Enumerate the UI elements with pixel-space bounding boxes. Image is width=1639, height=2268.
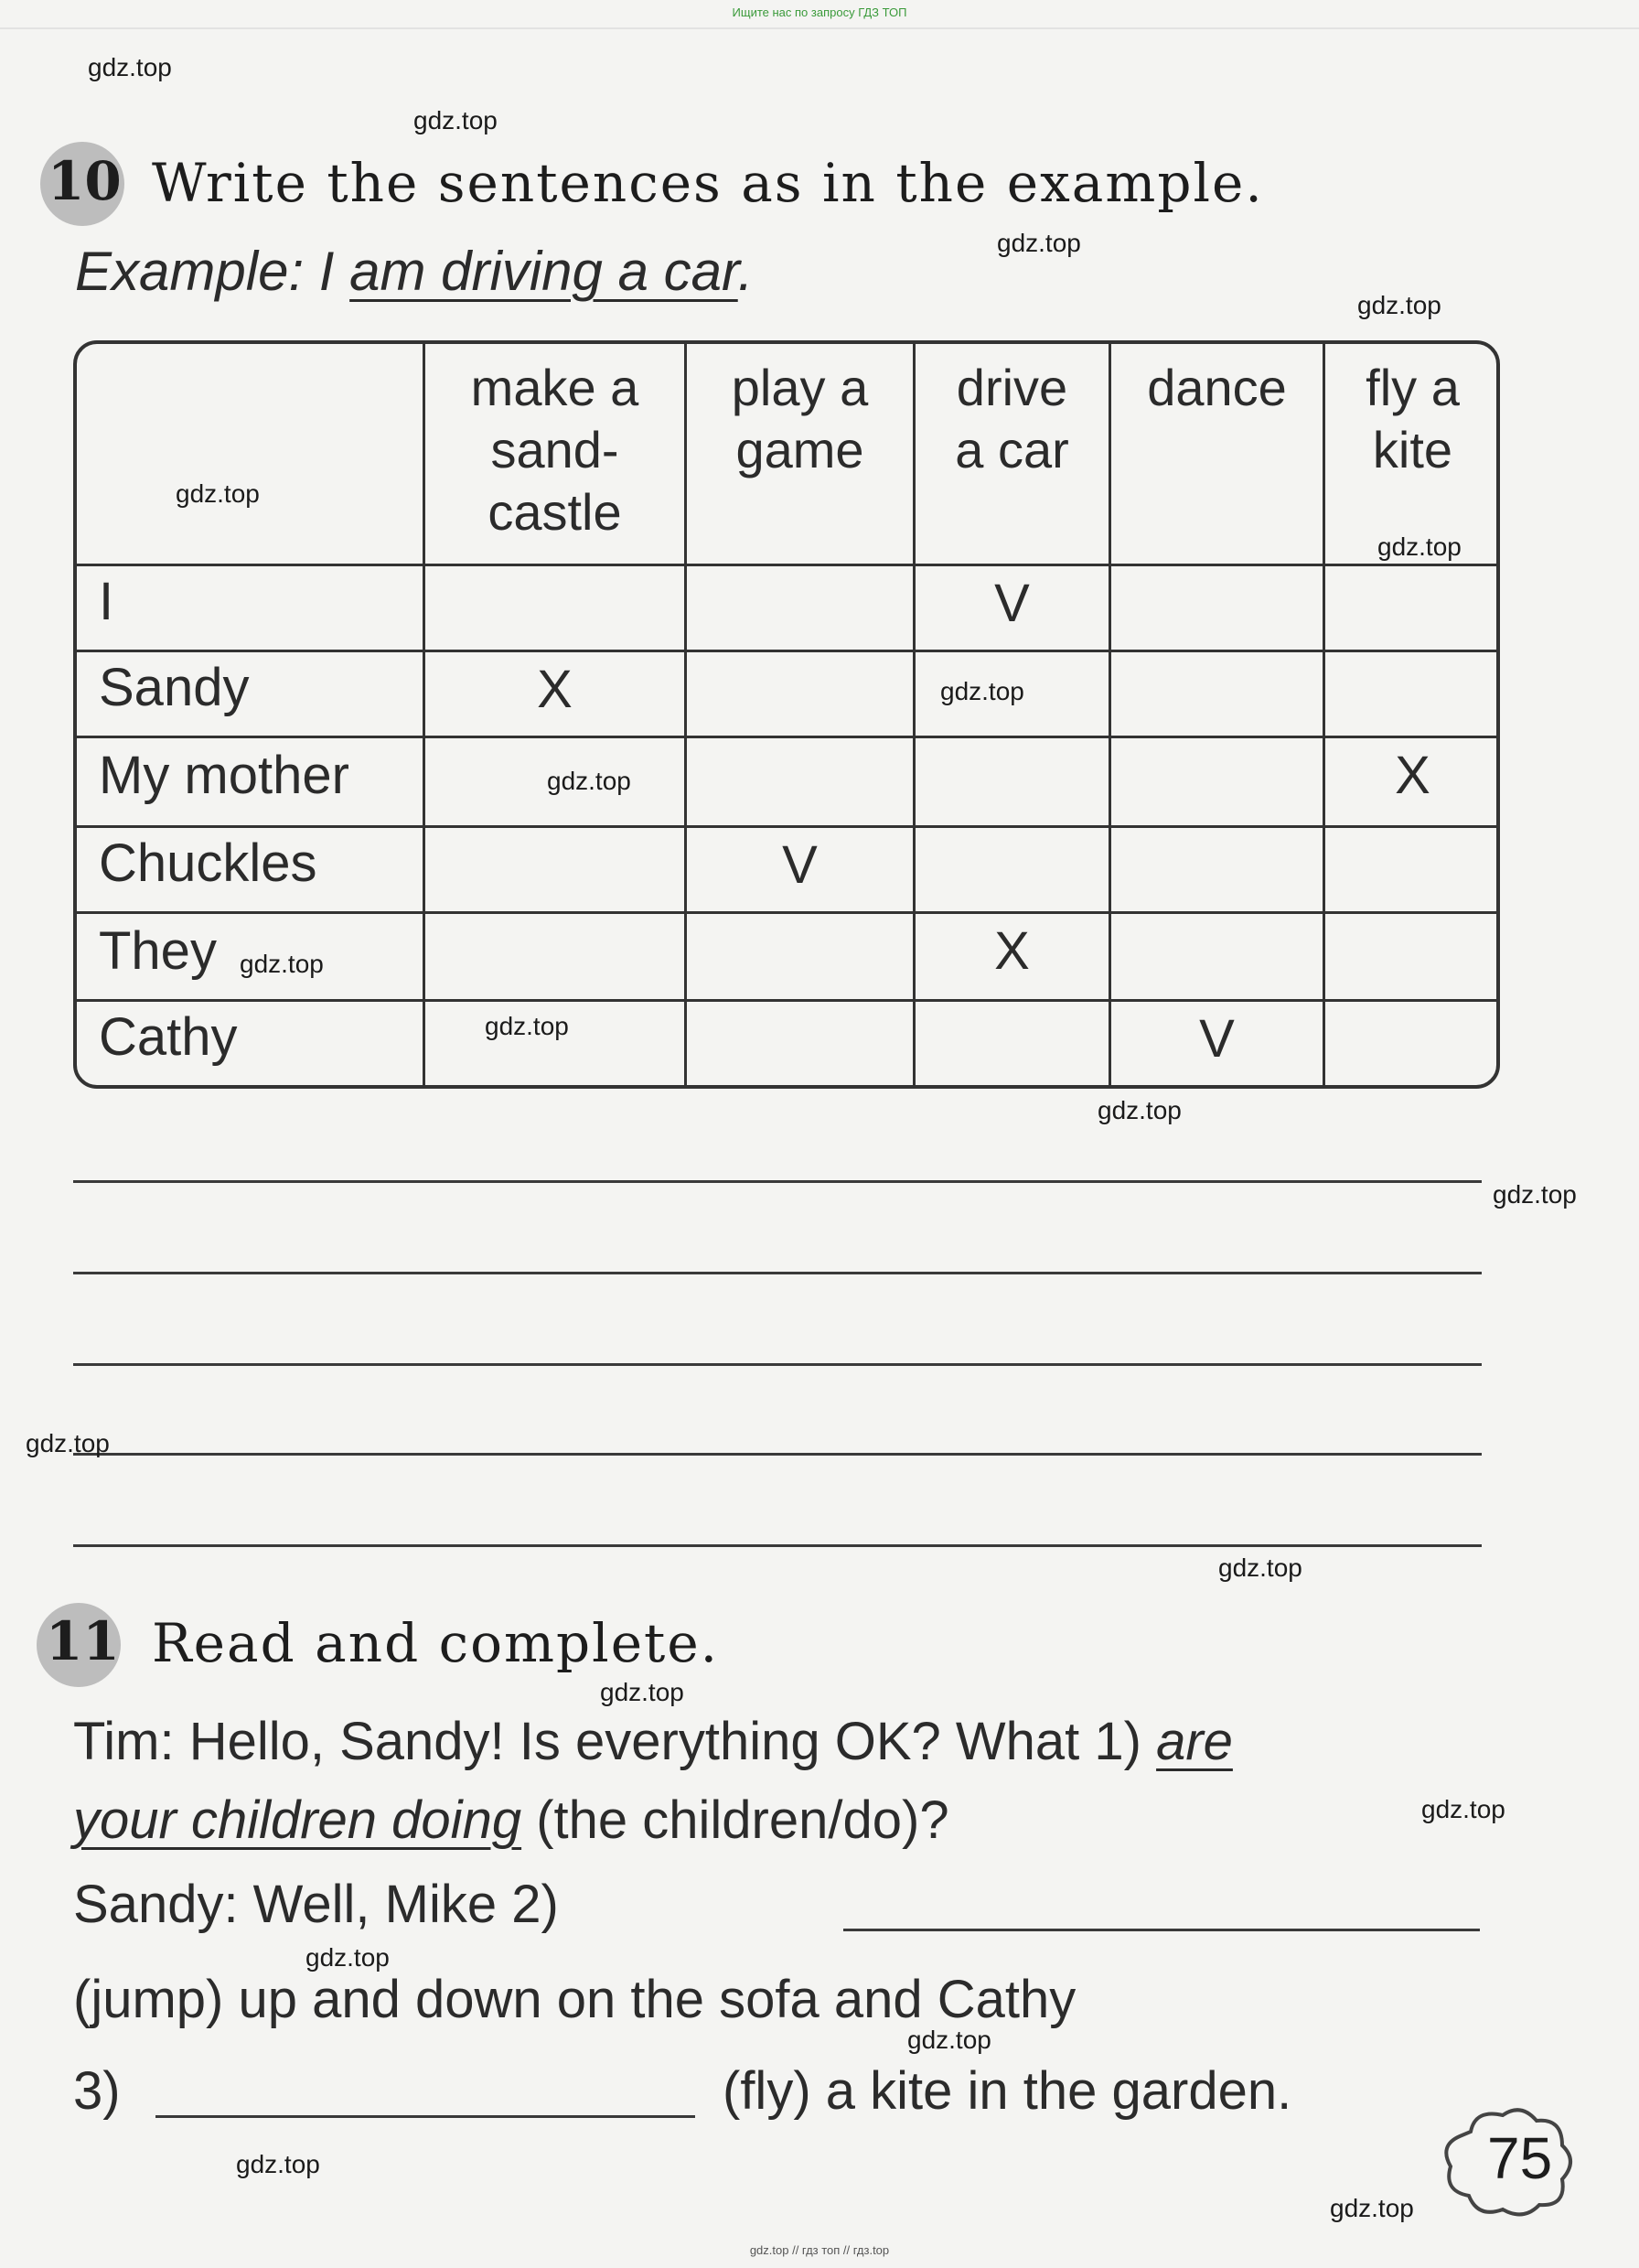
watermark: gdz.top: [940, 677, 1024, 705]
row-header-sandy: Sandy: [99, 658, 250, 717]
writing-line[interactable]: [73, 1180, 1482, 1183]
column-header-kite: fly a kite: [1366, 359, 1460, 478]
example-prefix: Example: I: [75, 241, 350, 302]
answer-1a: are: [1156, 1712, 1233, 1771]
watermark: gdz.top: [1218, 1553, 1302, 1582]
watermark: gdz.top: [413, 106, 498, 134]
column-header-sandcastle: make a sand- castle: [470, 359, 639, 541]
watermark: gdz.top: [240, 950, 324, 978]
mark-they-drive: X: [994, 921, 1030, 981]
dialogue-line-1: Tim: Hello, Sandy! Is everything OK? What 1) are: [73, 1712, 1233, 1771]
table-row-divider: [77, 650, 1496, 652]
writing-line[interactable]: [73, 1272, 1482, 1274]
table-row-divider: [77, 825, 1496, 828]
watermark: gdz.top: [907, 2026, 991, 2054]
table-row-divider: [77, 564, 1496, 566]
dialogue-line-4: (jump) up and down on the sofa and Cathy: [73, 1970, 1077, 2029]
mark-mother-kite: X: [1395, 746, 1430, 805]
watermark: gdz.top: [1493, 1180, 1577, 1209]
table-col-divider: [1109, 344, 1111, 1085]
watermark: gdz.top: [1377, 532, 1462, 561]
top-search-hint[interactable]: Ищите нас по запросу ГДЗ ТОП: [732, 5, 907, 19]
table-row-divider: [77, 999, 1496, 1002]
top-divider: [0, 27, 1639, 29]
writing-line[interactable]: [73, 1453, 1482, 1456]
table-row-divider: [77, 736, 1496, 738]
watermark: gdz.top: [305, 1943, 390, 1972]
dialogue-line-3: Sandy: Well, Mike 2): [73, 1875, 559, 1934]
answer-blank-2[interactable]: [843, 1892, 1480, 1931]
row-header-chuckles: Chuckles: [99, 833, 317, 893]
watermark: gdz.top: [600, 1678, 684, 1706]
example-answer: am driving a car: [349, 241, 738, 302]
answer-1b: your children doing: [73, 1790, 522, 1850]
row-header-my-mother: My mother: [99, 746, 349, 805]
row-header-they: They: [99, 921, 217, 981]
column-header-game: play a game: [731, 359, 869, 478]
watermark: gdz.top: [1421, 1795, 1505, 1823]
dialogue-line-5: 3): [73, 2061, 121, 2121]
dialogue-line-2: your children doing (the children/do)?: [73, 1790, 949, 1850]
watermark: gdz.top: [997, 229, 1081, 257]
watermark: gdz.top: [1098, 1096, 1182, 1124]
watermark: gdz.top: [485, 1012, 569, 1040]
example-suffix: .: [737, 241, 754, 302]
answer-blank-3[interactable]: [155, 2079, 695, 2118]
watermark: gdz.top: [88, 53, 172, 81]
example-sentence: [75, 240, 753, 303]
page-number: 75: [1487, 2125, 1553, 2191]
watermark: gdz.top: [26, 1429, 110, 1457]
watermark: gdz.top: [1330, 2194, 1414, 2222]
writing-line[interactable]: [73, 1544, 1482, 1547]
dialogue-line-5-suffix: (fly) a kite in the garden.: [723, 2061, 1292, 2121]
writing-line[interactable]: [73, 1363, 1482, 1366]
watermark: gdz.top: [176, 479, 260, 508]
column-header-car: drive a car: [955, 359, 1069, 478]
bottom-site-links[interactable]: gdz.top // гдз топ // гдз.top: [749, 2243, 890, 2257]
exercise-10-title: Write the sentences as in the example.: [152, 152, 1264, 214]
mark-sandy-sandcastle: X: [537, 660, 573, 719]
page-number-badge: [1434, 2104, 1580, 2223]
watermark: gdz.top: [236, 2150, 320, 2178]
column-header-dance: dance: [1147, 359, 1287, 416]
mark-i-drive: V: [994, 574, 1030, 633]
watermark: gdz.top: [1357, 291, 1441, 319]
mark-cathy-dance: V: [1199, 1009, 1235, 1069]
row-header-cathy: Cathy: [99, 1007, 238, 1067]
watermark: gdz.top: [547, 767, 631, 795]
table-row-divider: [77, 911, 1496, 914]
exercise-11-title: Read and complete.: [152, 1612, 720, 1674]
exercise-10-number: 10: [48, 150, 122, 212]
mark-chuckles-game: V: [782, 835, 818, 895]
row-header-i: I: [99, 572, 114, 631]
exercise-11-number: 11: [46, 1610, 120, 1672]
